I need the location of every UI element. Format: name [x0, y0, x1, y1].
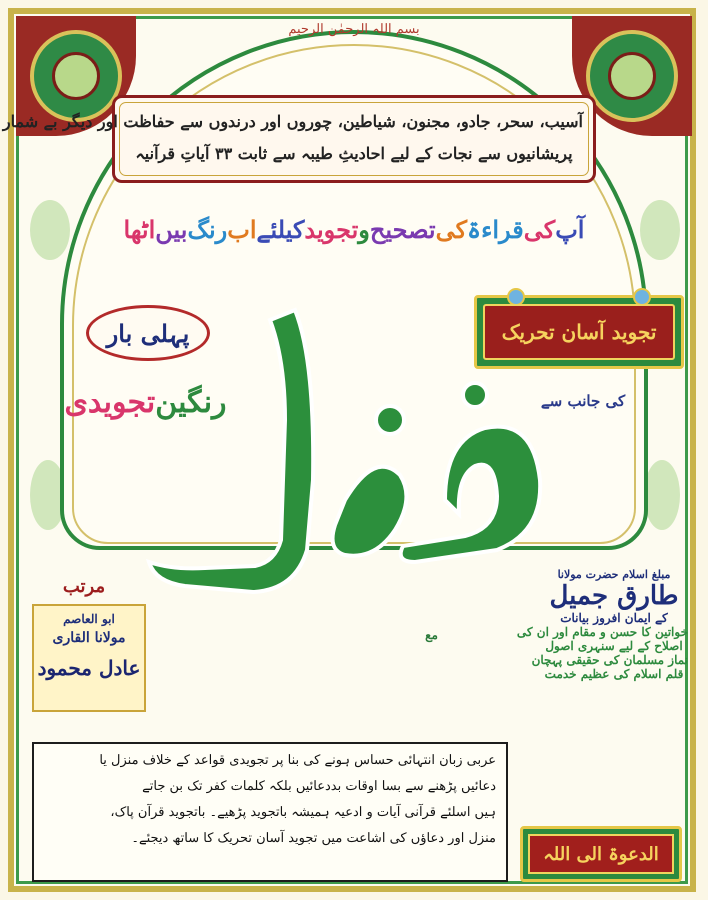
bismillah: بسم اللہ الرحمٰن الرحیم: [288, 22, 420, 37]
glyph-zay: [333, 467, 407, 556]
tagline-word: کیلئے: [256, 215, 305, 244]
tagline-word: تجوید: [304, 215, 359, 244]
floral-vine-decoration: [640, 200, 680, 260]
speaker-title: مبلغ اسلام حضرت مولانا: [557, 568, 671, 581]
body-line: منزل اور دعاؤں کی اشاعت میں تجوید آسان تحریک کا ساتھ دیجئے۔: [131, 831, 496, 846]
compiler-box: [32, 604, 146, 712]
compiler-label: مرتب: [62, 576, 106, 597]
compiler-name: عادل محمود: [37, 656, 141, 680]
organization-name: تجوید آسان تحریک: [501, 320, 657, 344]
tagline-word: آپ: [555, 215, 585, 244]
edition-label: پہلی بار: [106, 318, 190, 348]
speaker-line: نماز مسلمان کی حقیقی پہچان: [531, 653, 688, 667]
body-line: دعائیں پڑھنے سے بسا اوقات بددعائیں بلکہ کلمات کفر تک بن جاتے: [142, 779, 496, 794]
body-line: ہیں اسلئے قرآنی آیات و ادعیہ ہمیشہ باتجوید پڑھیے۔ باتجوید قرآن پاک،: [110, 805, 496, 820]
footer-banner: [520, 826, 682, 882]
main-title-graphic: [145, 300, 565, 630]
footer-banner-label: الدعوۃ الی اللہ: [543, 843, 659, 865]
tagline-word: تصحیح: [369, 215, 436, 244]
tagline-word: اب: [227, 215, 257, 244]
tagline-word: اٹھا: [123, 215, 156, 244]
speaker-line: کے ایمان افروز بیانات: [560, 611, 668, 625]
compiler-line: ابو العاصم: [63, 612, 115, 626]
speaker-block: [516, 568, 688, 788]
tagline-word: قراءۃ: [467, 215, 524, 244]
description-box: [2, 95, 596, 183]
body-text-box: [32, 742, 508, 882]
speaker-line: قلم اسلام کی عظیم خدمت: [544, 667, 684, 681]
compiler-line: مولانا القاری: [52, 630, 126, 646]
organization-subtitle: کی جانب سے: [540, 392, 626, 410]
glyph-dot: [376, 406, 404, 434]
tagline-word: رنگ: [187, 215, 228, 244]
speaker-line: خواتین کا حسن و مقام اور ان کی: [516, 625, 688, 639]
tagline-word: بیں: [155, 215, 188, 244]
tagline-word: و: [358, 215, 370, 244]
description-line: آسیب، سحر، جادو، مجنون، شیاطین، چوروں اور درندوں سے حفاظت اور دیگر بے شمار: [2, 112, 583, 131]
tagline-word: کی: [523, 215, 556, 244]
type-title-word: تجویدی: [64, 385, 156, 420]
speaker-name: طارق جمیل: [549, 581, 679, 611]
floral-vine-decoration: [644, 460, 680, 530]
tagline-word: کی: [435, 215, 468, 244]
floral-vine-decoration: [30, 200, 70, 260]
glyph-nun-mim: [401, 427, 540, 562]
speaker-line: اصلاح کے لیے سنہری اصول: [545, 639, 683, 653]
glyph-dot: [463, 383, 487, 407]
hamd-label: مع: [425, 628, 438, 642]
body-line: عربی زبان انتہائی حساس ہونے کی بنا پر تجویدی قواعد کے خلاف منزل یا: [99, 753, 496, 768]
type-title-word: رنگین: [155, 385, 227, 420]
description-line: پریشانیوں سے نجات کے لیے احادیثِ طیبہ سے ثابت ۳۳ آیاتِ قرآنیہ: [135, 144, 573, 163]
colorful-tagline: [110, 215, 598, 259]
glyph-lam: [149, 310, 313, 592]
